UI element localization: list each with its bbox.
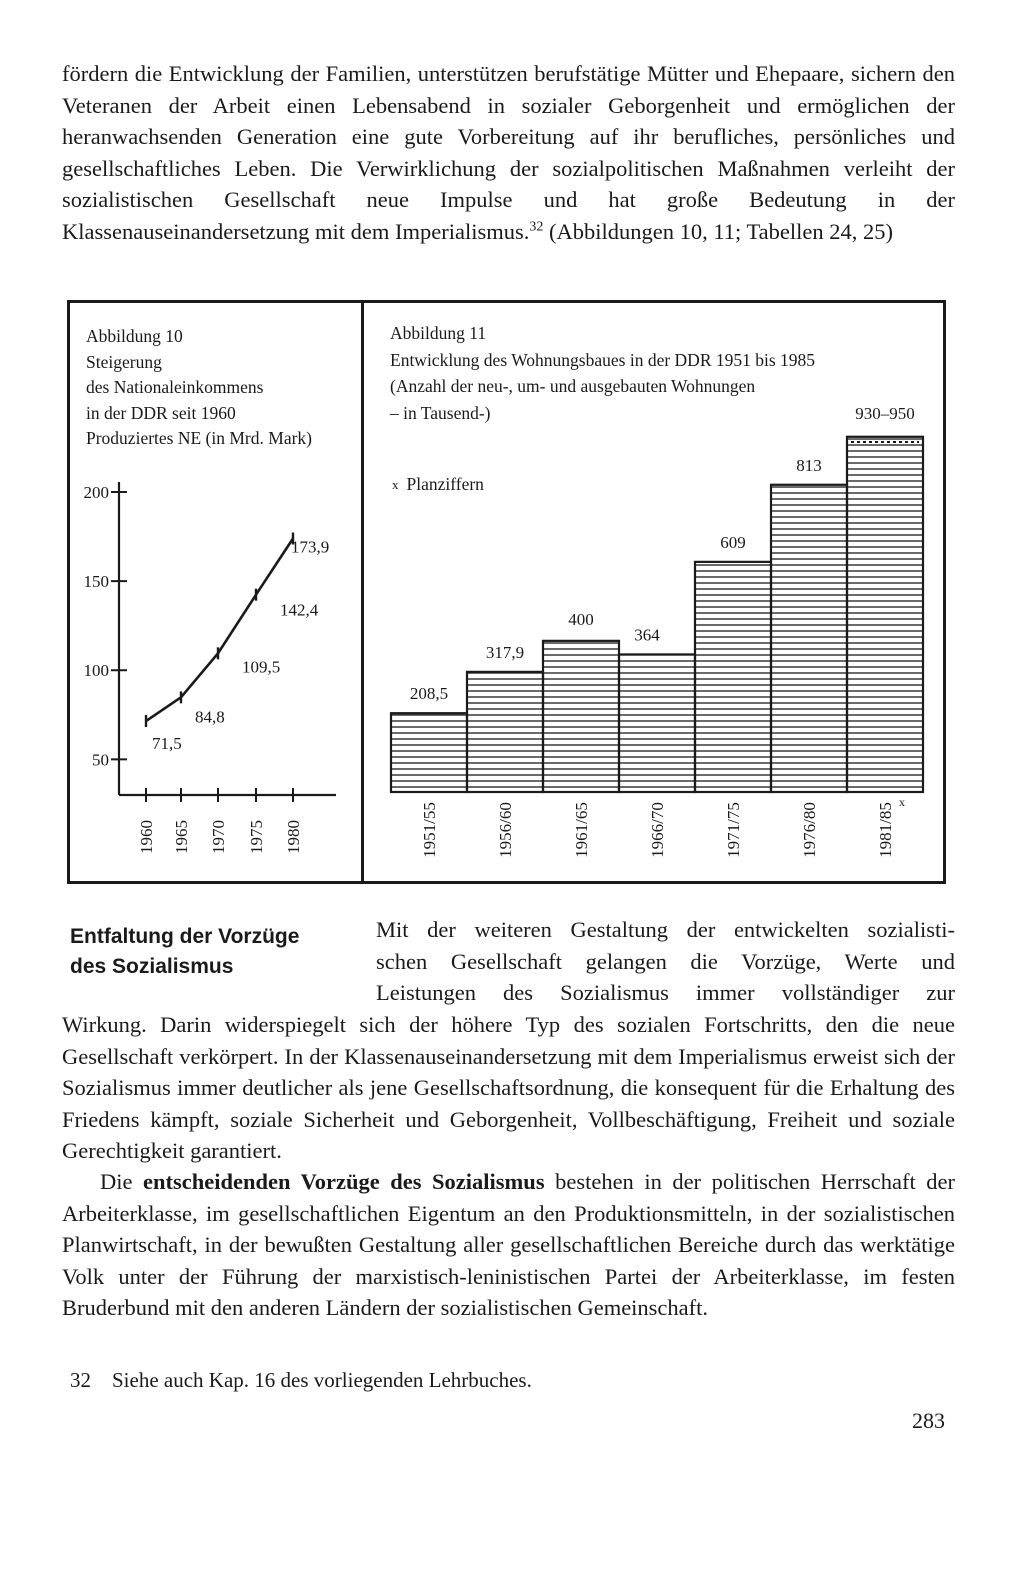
figure-divider <box>361 300 364 884</box>
figure11-caption-line: (Anzahl der neu-, um- und ausgebauten Wohnungen <box>390 376 756 396</box>
bar-value-label: 364 <box>634 625 660 645</box>
x-tick-label: 1975 <box>247 820 266 854</box>
second-paragraph <box>62 1166 955 1324</box>
category-label: 1961/65 <box>572 802 591 858</box>
national-income-line-chart <box>70 470 360 882</box>
figure11-caption-line: Entwicklung des Wohnungsbaues in der DDR 1951 bis 1985 <box>390 349 816 370</box>
category-label: 1951/55 <box>420 802 439 858</box>
paragraph-line: Mit der weiteren Gestaltung der entwickelten sozialisti- <box>376 917 955 942</box>
bar-value-label: 317,9 <box>485 642 525 662</box>
page-number: 283 <box>912 1408 945 1433</box>
bar <box>771 485 847 792</box>
data-label: 173,9 <box>291 537 330 557</box>
x-tick-label: 1965 <box>172 820 191 854</box>
x-tick-label: 1980 <box>284 820 303 854</box>
y-tick-label: 100 <box>83 661 109 681</box>
category-label: 1976/80 <box>800 802 819 858</box>
bar-value-label: 400 <box>568 609 594 629</box>
data-label: 71,5 <box>152 734 182 754</box>
y-tick-label: 50 <box>92 750 109 770</box>
paragraph-line: Leistungen des Sozialismus immer vollständiger zur <box>376 980 955 1005</box>
section-heading-line: Entfaltung der Vorzüge <box>70 925 300 948</box>
y-tick-label: 150 <box>83 572 109 592</box>
section-paragraph: Wirkung. Darin widerspiegelt sich der höhere Typ des sozialen Fortschritts, den die neue Gesellschaft verkörpert. In der Klassenauseinandersetzung mit dem Imperialismus erweist sich der Sozialismus immer deutlicher als jene Gesellschaftsordnung, die konsequent für die Erhaltung des Friedens kämpft, soziale Sicherheit und Geborgenheit, Vollbeschäftigung, Freiheit und soziale Gerechtigkeit garantiert. <box>62 1012 955 1163</box>
plan-marker-icon: x <box>392 477 399 492</box>
bar-value-label: 930–950 <box>855 403 915 423</box>
bar <box>695 562 771 792</box>
income-line <box>146 539 293 722</box>
housing-bar-chart <box>370 400 942 880</box>
bar <box>619 654 695 792</box>
figure10-caption <box>86 324 312 452</box>
category-label: 1971/75 <box>724 802 743 858</box>
bar <box>543 641 619 792</box>
data-label: 109,5 <box>242 657 281 677</box>
bar <box>391 713 467 792</box>
paragraph-text: bestehen in der politischen Herrschaft der Arbeiterklasse, im gesellschaftlichen Eigentum an den Produktionsmitteln, in der sozialistischen Planwirtschaft, in der bewußten Gestaltung aller gesellschaftlichen Bereiche durch das werktätige Volk unter der Führung der marxistisch-leninistischen Partei der Arbeiterklasse, im festen Bruderbund mit den anderen Ländern der sozialistischen Gemeinschaft. <box>62 1169 955 1320</box>
emphasis-text: entscheidenden Vorzüge des Sozialismus <box>143 1169 545 1194</box>
footnote-text: Siehe auch Kap. 16 des vorliegenden Lehrbuches. <box>112 1368 532 1392</box>
figure10-caption-line: des Nationaleinkommens <box>86 377 264 397</box>
paragraph-line: schen Gesellschaft gelangen die Vorzüge, Werte und <box>376 948 955 974</box>
section-heading-line: des Sozialismus <box>70 955 234 978</box>
bar-value-label: 609 <box>720 532 746 552</box>
figure10-caption-line: in der DDR seit 1960 <box>86 402 236 423</box>
y-tick-label: 200 <box>83 483 109 502</box>
data-label: 142,4 <box>280 600 319 620</box>
section-heading <box>70 922 360 982</box>
intro-text: fördern die Entwicklung der Familien, unterstützen berufstätige Mütter und Ehepaare, sichern den Veteranen der Arbeit einen Lebensabend in sozialer Geborgenheit und ermöglichen der heranwachsenden Generation eine gute Vorbereitung auf ihr berufliches, persönliches und gesellschaftliches Leben. Die Verwirklichung der sozialpolitischen Maßnahmen verleiht der sozialistischen Gesellschaft neue Impulse und hat große Bedeutung in der Klassenauseinandersetzung mit dem Imperialismus. <box>62 61 955 244</box>
bar <box>847 437 923 792</box>
figure10-caption-line: Produziertes NE (in Mrd. Mark) <box>86 428 312 448</box>
section-paragraph-lead <box>376 914 955 1009</box>
footnote-number: 32 <box>70 1368 91 1392</box>
footnote-reference: 32 <box>529 219 544 234</box>
category-label: 1966/70 <box>648 802 667 858</box>
category-label: 1956/60 <box>496 802 515 858</box>
x-tick-label: 1960 <box>137 820 156 854</box>
figure-reference-text: (Abbildungen 10, 11; Tabellen 24, 25) <box>543 218 894 244</box>
figure11-caption-line: Abbildung 11 <box>390 323 487 343</box>
figure11-caption-line: – in Tausend-) <box>390 402 491 423</box>
legend-label: Planziffern <box>406 474 484 494</box>
bar-value-label: 208,5 <box>409 684 449 704</box>
footnote <box>70 1368 532 1393</box>
figure10-caption-line: Abbildung 10 <box>86 326 183 346</box>
figure10-caption-line: Steigerung <box>86 351 162 372</box>
category-label: 1981/85 <box>876 802 895 858</box>
intro-paragraph <box>62 58 955 247</box>
bar <box>467 672 543 792</box>
paragraph-text: Die <box>100 1169 143 1194</box>
data-label: 84,8 <box>195 707 225 727</box>
plan-marker-icon: x <box>899 795 905 809</box>
bar-value-label: 813 <box>796 455 822 475</box>
x-tick-label: 1970 <box>209 820 228 854</box>
